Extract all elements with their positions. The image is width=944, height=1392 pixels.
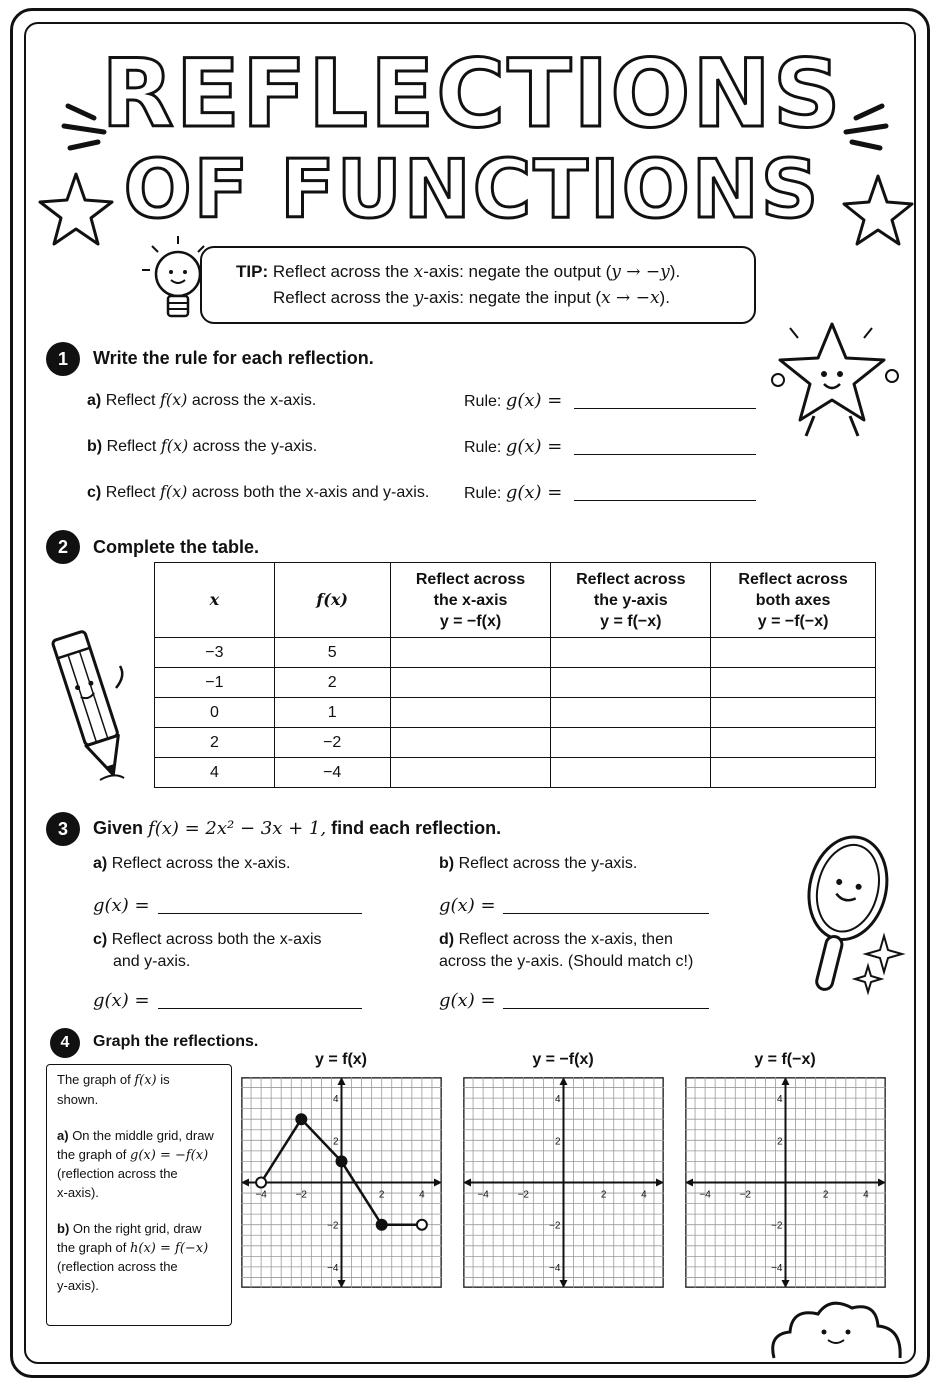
table-answer-cell[interactable] [551,668,711,698]
star-character-icon [766,318,906,448]
rule-label-a [464,390,562,411]
item-text: Reflect across the x-axis. [111,855,291,872]
x-tick-label: 2 [822,1189,829,1201]
side-text [57,1146,221,1166]
y-tick-label: 2 [332,1136,339,1148]
table-row [155,728,876,758]
table-cell-fx: 2 [274,668,390,698]
table-cell-x: −1 [155,668,275,698]
section-1-item-b [87,436,317,456]
header-formula: y = −f(−x) [757,612,829,630]
pencil-character-icon [44,622,140,790]
side-math: g(x) = −f(x) [130,1147,209,1163]
side-text: y-axis). [57,1277,99,1293]
section-1-item-a [87,390,316,410]
table-header-reflect-both [711,563,876,638]
side-text: (reflection across the [57,1166,178,1181]
table-cell-x: 2 [155,728,275,758]
x-tick-label: −4 [255,1189,267,1201]
tip-axis: x [413,262,424,282]
table-answer-cell[interactable] [711,758,876,788]
table-cell-fx: 5 [274,638,390,668]
y-tick-label: −4 [771,1262,783,1274]
table-answer-cell[interactable] [551,758,711,788]
rule-label: Rule: [464,485,502,502]
rule-answer-b[interactable] [574,454,756,455]
y-tick-label: −4 [549,1262,561,1274]
side-text [57,1220,221,1239]
side-text: On the right grid, draw [72,1221,202,1236]
answer-line-b[interactable] [503,913,709,914]
item-text: Reflect [106,438,157,455]
table-cell-fx: −4 [274,758,390,788]
graph-open-point [256,1178,266,1188]
x-tick-label: 4 [641,1189,647,1201]
y-tick-label: 4 [776,1094,783,1106]
section-3-item-a [93,855,290,873]
table-header-row [155,563,876,638]
sparkle-star-left-icon [34,96,124,256]
table-answer-cell[interactable] [390,698,551,728]
answer-line-d[interactable] [503,1008,709,1009]
side-text: On the middle grid, draw [72,1128,214,1143]
answer-label-b: g(x) = [439,895,496,916]
table-answer-cell[interactable] [711,728,876,758]
answer-line-c[interactable] [158,1008,362,1009]
table-header-x [155,563,275,638]
table-row [155,758,876,788]
x-tick-label: −2 [295,1189,308,1201]
table-cell-x: 0 [155,698,275,728]
tip-text: Reflect across the [273,288,414,307]
table-answer-cell[interactable] [390,668,551,698]
item-letter: b) [439,855,455,872]
header-text: Reflect across [576,570,686,588]
table-cell-fx: −2 [274,728,390,758]
tip-box [200,246,756,324]
section-3-number: 3 [46,812,80,846]
x-tick-label: −2 [517,1189,530,1201]
table-answer-cell[interactable] [551,698,711,728]
header-text: Reflect across [738,570,848,588]
header-text: f(x) [316,590,348,609]
item-text: across both the x-axis and y-axis. [191,484,430,501]
table-header-reflect-x [390,563,551,638]
side-text: x-axis). [57,1184,99,1200]
graph-label-neg-f: y = −f(x) [532,1051,594,1068]
x-tick-label: 4 [863,1189,869,1201]
item-text: Reflect across both the x-axis [111,931,322,948]
heading-text: find each reflection. [331,818,502,838]
table-answer-cell[interactable] [390,638,551,668]
header-text: the y-axis [593,591,668,609]
rule-label-c [464,482,562,503]
header-text: Reflect across [415,570,526,588]
header-formula: y = −f(x) [439,612,502,630]
cloud-character-icon [764,1294,910,1360]
side-text: The graph of [57,1072,131,1087]
coordinate-grid-f[interactable] [241,1077,442,1288]
section-3-item-c [93,929,322,973]
header-text: x [209,590,220,609]
tip-line-1 [236,262,680,282]
graph-point [296,1114,306,1124]
x-tick-label: 2 [378,1189,385,1201]
table-answer-cell[interactable] [711,668,876,698]
table-header-fx [274,563,390,638]
side-letter: b) [57,1221,70,1236]
tip-math: x → −x [601,288,660,308]
heading-math: f(x) = 2x² − 3x + 1, [148,818,327,839]
item-text: Reflect across the x-axis, then [458,931,673,948]
table-answer-cell[interactable] [711,698,876,728]
header-text: the x-axis [433,591,508,609]
x-tick-label: −2 [739,1189,752,1201]
rule-math: g(x) = [505,390,563,411]
rule-label: Rule: [464,393,502,410]
tip-text: ). [659,288,670,307]
item-letter: b) [87,438,103,455]
graph-point [337,1156,347,1166]
rule-answer-c[interactable] [574,500,756,501]
side-text: the graph of [57,1146,127,1162]
table-answer-cell[interactable] [390,728,551,758]
y-tick-label: 4 [554,1094,561,1106]
side-text: shown. [57,1091,99,1107]
table-header-reflect-y [551,563,711,638]
page-title-line2: OF FUNCTIONS [123,143,821,236]
graph-point [377,1220,387,1230]
side-text: is [160,1072,170,1087]
table-cell-fx: 1 [274,698,390,728]
table-cell-x: −3 [155,638,275,668]
side-math: h(x) = f(−x) [130,1240,209,1256]
item-letter: a) [93,855,108,872]
y-tick-label: −4 [327,1262,339,1274]
side-text: the graph of [57,1239,127,1255]
tip-text: ). [669,262,681,281]
section-3-heading [93,818,501,839]
answer-label-d: g(x) = [439,990,496,1011]
side-text [57,1127,221,1146]
tip-math: y → −y [611,262,670,282]
item-letter: c) [87,484,102,501]
item-text: Reflect [105,484,156,501]
x-tick-label: −4 [477,1189,489,1201]
item-math: f(x) [160,436,189,455]
item-text: across the y-axis. (Should match c!) [439,953,694,970]
y-tick-label: 2 [554,1136,561,1148]
section-4-number: 4 [50,1028,80,1058]
item-text: across the y-axis. [192,438,318,455]
item-math: f(x) [159,390,188,409]
y-tick-label: −2 [327,1220,339,1232]
coordinate-grid-f-neg-x[interactable] [685,1077,886,1288]
tip-axis: y [413,288,424,308]
x-tick-label: 4 [419,1189,425,1201]
section-2-heading: Complete the table. [93,537,260,557]
y-tick-label: 4 [332,1094,339,1106]
tip-text: Reflect across the [272,262,414,281]
y-tick-label: 2 [776,1136,783,1148]
side-letter: a) [57,1128,69,1143]
tip-label: TIP: [236,262,269,281]
item-letter: c) [93,931,108,948]
side-text: (reflection across the [57,1259,178,1274]
rule-math: g(x) = [505,436,563,457]
graph-label-f-neg-x: y = f(−x) [754,1051,816,1068]
table-answer-cell[interactable] [711,638,876,668]
table-cell-x: 4 [155,758,275,788]
table-row [155,698,876,728]
graph-label-f: y = f(x) [314,1051,367,1068]
item-letter: a) [87,392,102,409]
table-row [155,638,876,668]
reflection-table [154,562,876,788]
rule-label: Rule: [464,439,502,456]
table-row [155,668,876,698]
table-answer-cell[interactable] [390,758,551,788]
side-text [57,1071,221,1091]
header-text: both axes [755,591,831,609]
tip-line-2 [273,288,670,308]
item-text: Reflect across the y-axis. [458,855,638,872]
item-letter: d) [439,931,455,948]
y-tick-label: −2 [771,1220,783,1232]
rule-label-b [464,436,562,457]
table-answer-cell[interactable] [551,638,711,668]
heading-text: Given [93,818,144,838]
section-4-heading: Graph the reflections. [93,1033,259,1050]
section-3-item-d [439,929,693,973]
side-math: f(x) [134,1073,157,1088]
item-math: f(x) [159,482,188,501]
mirror-character-icon [796,826,906,1010]
answer-label-a: g(x) = [93,895,150,916]
tip-text: -axis: negate the output ( [423,262,612,281]
item-text: Reflect [105,392,156,409]
item-text: across the x-axis. [191,392,317,409]
section-2-number: 2 [46,530,80,564]
graph-instructions-box [46,1064,232,1326]
side-text [57,1239,221,1259]
answer-line-a[interactable] [158,913,362,914]
item-text: and y-axis. [113,953,191,970]
y-tick-label: −2 [549,1220,561,1232]
x-tick-label: 2 [600,1189,607,1201]
section-1-number: 1 [46,342,80,376]
rule-math: g(x) = [505,482,563,503]
x-tick-label: −4 [699,1189,711,1201]
tip-text: -axis: negate the input ( [423,288,602,307]
header-formula: y = f(−x) [600,612,662,630]
answer-label-c: g(x) = [93,990,150,1011]
rule-answer-a[interactable] [574,408,756,409]
section-1-heading: Write the rule for each reflection. [93,348,374,368]
section-3-item-b [439,855,637,873]
section-1-item-c [87,482,429,502]
sparkle-star-right-icon [826,96,916,256]
page-title-line1: REFLECTIONS [101,40,843,149]
coordinate-grid-neg-f[interactable] [463,1077,664,1288]
graph-open-point [417,1220,427,1230]
table-answer-cell[interactable] [551,728,711,758]
